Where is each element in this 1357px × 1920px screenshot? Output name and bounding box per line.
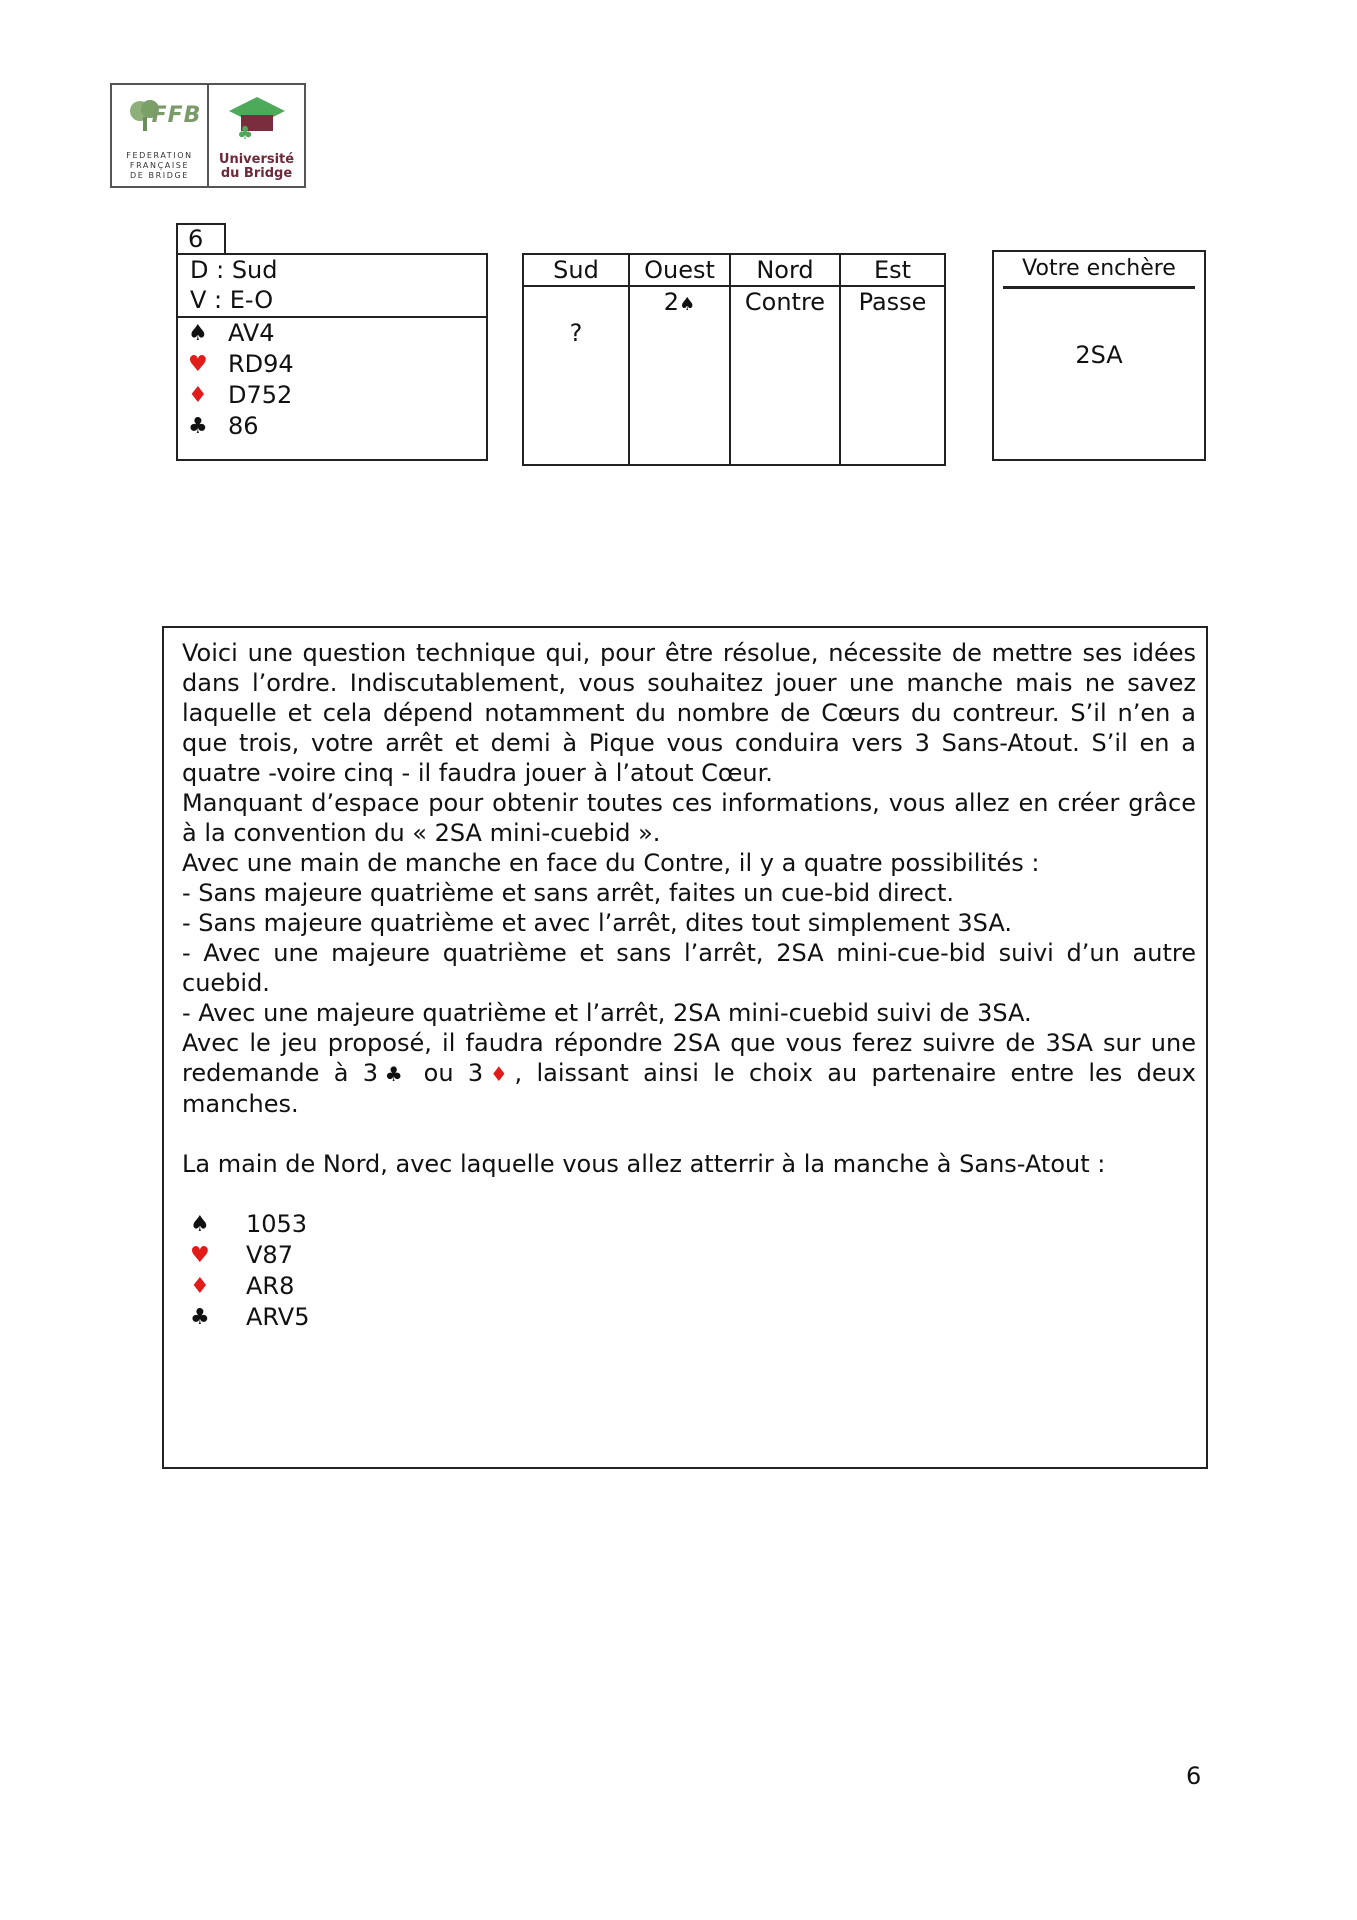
univ-logo bbox=[207, 85, 304, 186]
diamond-icon: ♦ bbox=[483, 1062, 515, 1086]
bid-col-nord bbox=[729, 255, 839, 464]
univ-text: Université du Bridge bbox=[218, 152, 295, 181]
ffb-logo-left bbox=[112, 85, 207, 186]
south-hand-box bbox=[176, 253, 488, 461]
ffb-wordmark: FFB bbox=[151, 103, 202, 128]
north-row-diamonds bbox=[182, 1271, 1196, 1302]
bid-col-ouest bbox=[628, 255, 729, 464]
answer-bid: 2SA bbox=[1075, 341, 1123, 369]
club-icon: ♣ bbox=[378, 1062, 410, 1086]
cards: D752 bbox=[228, 381, 293, 409]
answer-title: Votre enchère bbox=[1003, 254, 1195, 289]
north-row-clubs bbox=[182, 1302, 1196, 1333]
north-row-spades bbox=[182, 1209, 1196, 1240]
spade-icon: ♠ bbox=[190, 1212, 210, 1237]
spade-icon: ♠ bbox=[679, 294, 696, 315]
paragraph: Avec une main de manche en face du Contre, il y a quatre possibilités : bbox=[182, 849, 1040, 877]
north-intro: La main de Nord, avec laquelle vous allez atterrir à la manche à Sans-Atout : bbox=[182, 1150, 1106, 1178]
paragraph: - Avec une majeure quatrième et l’arrêt, 2SA mini-cuebid suivi de 3SA. bbox=[182, 999, 1032, 1027]
page-number: 6 bbox=[1186, 1762, 1202, 1790]
vulnerability: V : E-O bbox=[190, 286, 274, 314]
paragraph: - Sans majeure quatrième et sans arrêt, faites un cue-bid direct. bbox=[182, 879, 954, 907]
bid-cell bbox=[731, 318, 839, 349]
deal-number: 6 bbox=[176, 223, 226, 255]
bid-cell bbox=[841, 318, 944, 349]
bid-header: Nord bbox=[731, 255, 839, 287]
hand-row-hearts bbox=[178, 349, 486, 380]
cards: 1053 bbox=[246, 1210, 308, 1238]
cards: AR8 bbox=[246, 1272, 295, 1300]
bid-header: Est bbox=[841, 255, 944, 287]
paragraph-final: Avec le jeu proposé, il faudra répondre 2SA que vous ferez suivre de 3SA sur une redemande à 3♣ ou 3♦, laissant ainsi le choix au partenaire entre les deux manches. bbox=[182, 1029, 1197, 1118]
ffb-subtitle: FEDERATION FRANÇAISE DE BRIDGE bbox=[126, 151, 193, 180]
explanation-box bbox=[162, 626, 1208, 1469]
hand-row-spades bbox=[178, 318, 486, 349]
cards: RD94 bbox=[228, 350, 294, 378]
paragraph: Manquant d’espace pour obtenir toutes ces informations, vous allez en créer grâce à la convention du « 2SA mini-cuebid ». bbox=[182, 789, 1196, 847]
bid-cell: Passe bbox=[858, 288, 927, 316]
dealer-vuln bbox=[178, 255, 486, 318]
spade-icon: ♠ bbox=[188, 321, 208, 346]
paragraph: - Avec une majeure quatrième et sans l’arrêt, 2SA mini-cue-bid suivi d’un autre cuebid. bbox=[182, 939, 1196, 997]
ffb-logo bbox=[110, 83, 306, 188]
bid-cell: 2♠ bbox=[663, 288, 696, 316]
cards: V87 bbox=[246, 1241, 293, 1269]
hand-row-clubs bbox=[178, 411, 486, 442]
paragraph: - Sans majeure quatrième et avec l’arrêt, dites tout simplement 3SA. bbox=[182, 909, 1012, 937]
diamond-icon: ♦ bbox=[188, 383, 208, 408]
bid-cell bbox=[630, 318, 729, 349]
diamond-icon: ♦ bbox=[190, 1274, 210, 1299]
bid-col-sud bbox=[524, 255, 628, 464]
cards: AV4 bbox=[228, 319, 275, 347]
hand-row-diamonds bbox=[178, 380, 486, 411]
svg-text:♣: ♣ bbox=[237, 123, 254, 144]
heart-icon: ♥ bbox=[188, 352, 208, 377]
bid-cell: Contre bbox=[744, 288, 826, 316]
dealer: D : Sud bbox=[190, 256, 278, 284]
paragraph: Voici une question technique qui, pour être résolue, nécessite de mettre ses idées dans l’ordre. Indiscutablement, vous souhaitez jouer une manche mais ne savez laquelle et cela dépend notamment du nombre de Cœurs du contreur. S’il n’en a que trois, votre arrêt et demi à Pique vous conduira vers 3 Sans-Atout. S’il en a quatre -voire cinq - il faudra jouer à l’atout Cœur. bbox=[182, 639, 1196, 787]
north-row-hearts bbox=[182, 1240, 1196, 1271]
bid-header: Sud bbox=[524, 255, 628, 287]
bid-cell bbox=[524, 287, 628, 318]
club-icon: ♣ bbox=[188, 414, 208, 439]
bid-header: Ouest bbox=[630, 255, 729, 287]
bid-col-est bbox=[839, 255, 944, 464]
answer-box bbox=[992, 250, 1206, 461]
bid-cell: ? bbox=[569, 319, 583, 347]
graduation-cap-icon bbox=[227, 95, 287, 145]
cards: ARV5 bbox=[246, 1303, 310, 1331]
club-icon: ♣ bbox=[190, 1305, 210, 1330]
bidding-table bbox=[522, 253, 946, 466]
cards: 86 bbox=[228, 412, 259, 440]
heart-icon: ♥ bbox=[190, 1243, 210, 1268]
